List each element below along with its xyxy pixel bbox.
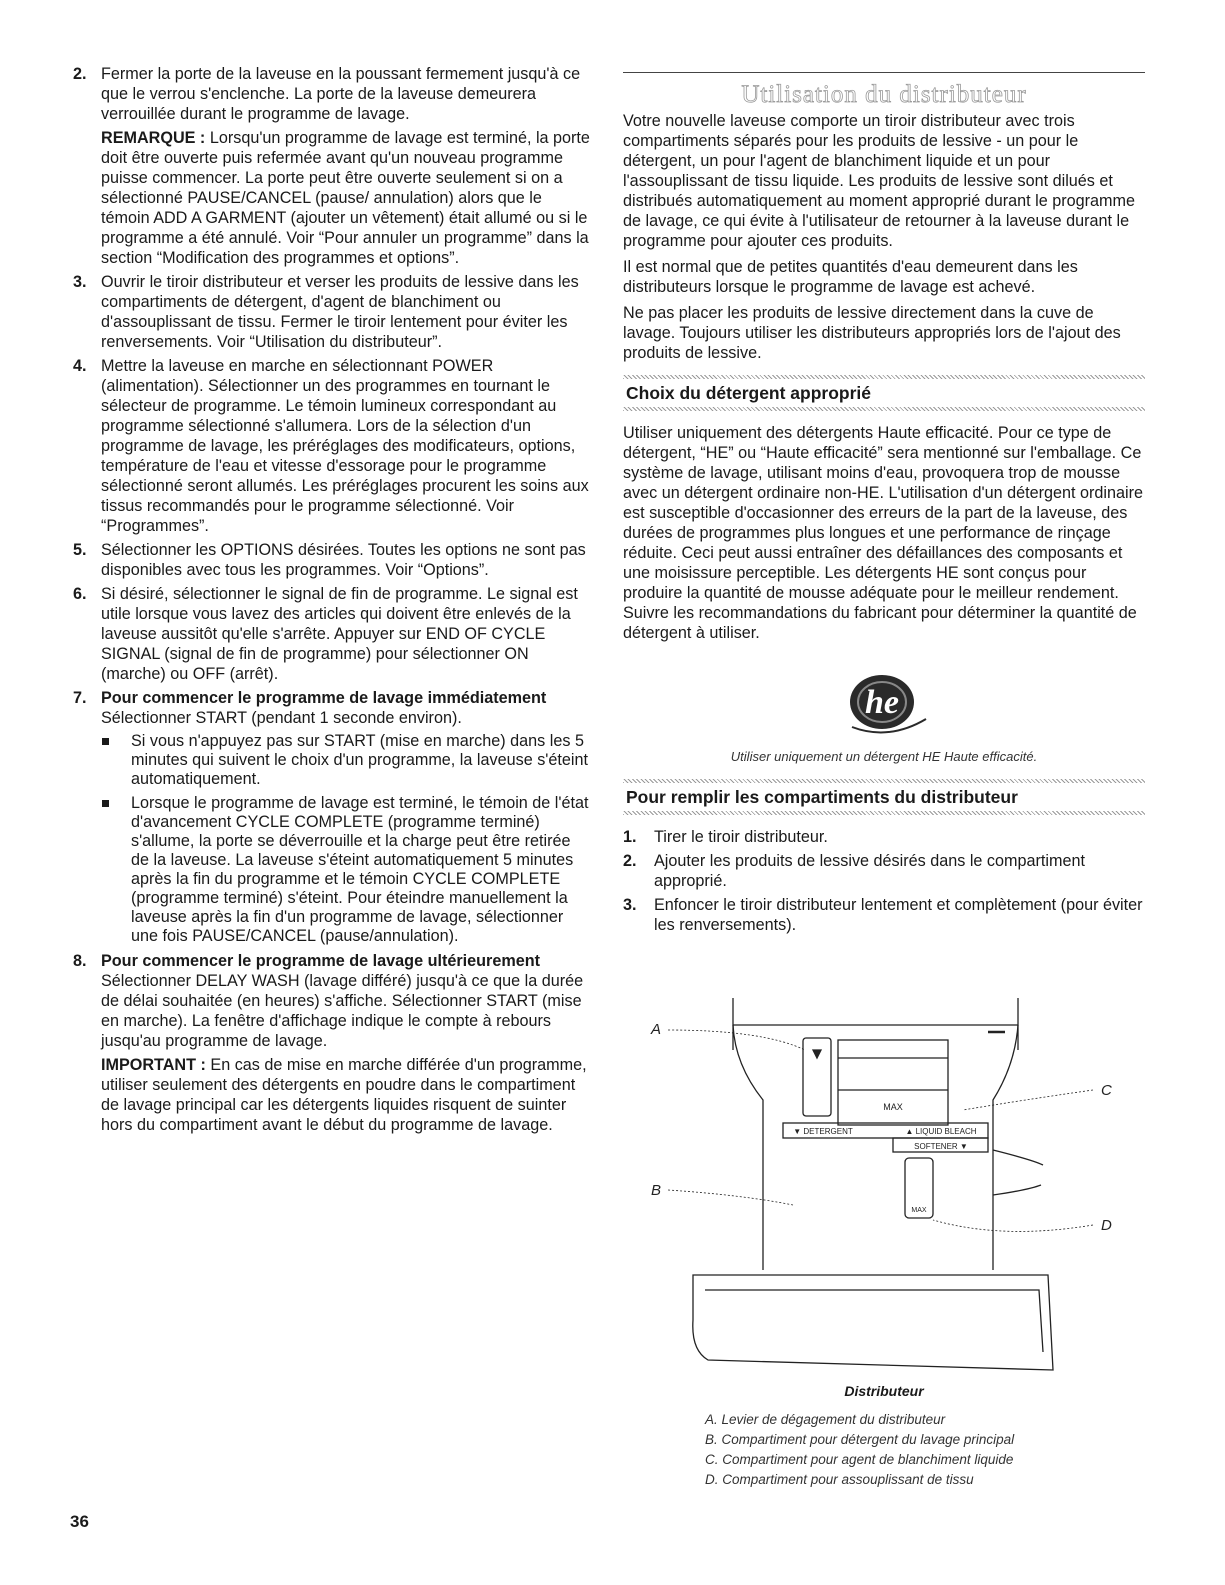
- legend-item: D. Compartiment pour assouplissant de tissu: [705, 1472, 974, 1487]
- step-text: Fermer la porte de la laveuse en la poussant fermement jusqu'à ce que le verrou s'enclenche. La porte de la laveuse demeurera verrouillée durant le programme de lavage.: [101, 65, 581, 123]
- intro-paragraph: Il est normal que de petites quantités d'eau demeurent dans les distributeurs lorsque le programme de lavage est achevé.: [623, 258, 1078, 296]
- callout-c: C: [1101, 1082, 1112, 1099]
- note-label: REMARQUE :: [101, 129, 206, 147]
- step-text: Ouvrir le tiroir distributeur et verser les produits de lessive dans les compartiments de détergent, d'agent de blanchiment ou d'assouplissant de tissu. Fermer le tiroir lentement pour éviter les renversements. Voir “Utilisation du distributeur”.: [101, 273, 579, 351]
- max-label: MAX: [883, 1102, 903, 1112]
- drawer-rail: [993, 1150, 1043, 1165]
- intro-paragraph: Votre nouvelle laveuse comporte un tiroir distributeur avec trois compartiments séparés pour les produits de lessive - un pour le détergent, un pour l'agent de blanchiment liquide et un pour l'assouplissant de tissu liquide. Les produits de lessive sont dilués et distribués automatiquement au moment approprié durant le programme de lavage, ce qui évite à l'utilisateur de retourner à la laveuse durant le programme pour ajouter ces produits.: [623, 112, 1135, 250]
- leader-line-b: [668, 1190, 793, 1205]
- note-text: Lorsqu'un programme de lavage est terminé, la porte doit être ouverte puis refermée avant qu'un nouveau programme puisse commencer. La porte peut être ouverte seulement si on a sélectionné PAUSE/CANCEL (pause/ annulation) alors que le témoin ADD A GARMENT (ajouter un vêtement) était allumé ou si le programme a été annulé. Voir “Pour annuler un programme” dans la section “Modification des programmes et options”.: [101, 129, 590, 267]
- step-text: Enfoncer le tiroir distributeur lentement et complètement (pour éviter les renversements).: [654, 896, 1143, 934]
- step-5: [70, 540, 590, 580]
- hatched-divider: [623, 779, 1145, 783]
- step-4: [70, 356, 590, 536]
- fill-steps: [623, 827, 1145, 935]
- he-logo-icon: [834, 669, 934, 739]
- step-number: 7.: [73, 689, 87, 707]
- bullet-text: Si vous n'appuyez pas sur START (mise en marche) dans les 5 minutes qui suivent le choix d'un programme, la laveuse s'éteint automatiquement.: [131, 732, 588, 788]
- step-number: 6.: [73, 585, 87, 603]
- lever-arrow-icon: [813, 1050, 821, 1058]
- softener-label: SOFTENER ▼: [914, 1142, 968, 1151]
- callout-b: B: [651, 1182, 662, 1199]
- hatched-divider: [623, 407, 1145, 411]
- hatched-divider: [623, 375, 1145, 379]
- step-number: 3.: [623, 896, 637, 914]
- leader-line-d: [933, 1220, 1093, 1231]
- figure-legend: [705, 1410, 1014, 1490]
- detergent-paragraph: Utiliser uniquement des détergents Haute efficacité. Pour ce type de détergent, “HE” ou “Haute efficacité” sera mentionné sur l'emballage. Ce système de lavage, utilisant moins d'eau, provoquera trop de mousse avec un détergent ordinaire non-HE. L'utilisation d'un détergent ordinaire est susceptible d'occasionner des erreurs de la part de la laveuse, des durées de programmes plus longues et une performance de rinçage réduite. Ceci peut aussi entraîner des défaillances des composants et une moisissure perceptible. Les détergents HE sont conçus pour produire la quantité de mousse adéquate pour le meilleur rendement. Suivre les recommandations du fabricant pour déterminer la quantité de détergent à utiliser.: [623, 424, 1144, 642]
- step-number: 5.: [73, 541, 87, 559]
- step-text: Sélectionner START (pendant 1 seconde environ).: [101, 709, 462, 727]
- step-text: Ajouter les produits de lessive désirés dans le compartiment approprié.: [654, 852, 1085, 890]
- step-note: [101, 1055, 590, 1135]
- detergent-heading: Choix du détergent approprié: [626, 383, 872, 403]
- bullet-square-icon: [102, 800, 109, 807]
- step-7: [70, 688, 590, 946]
- right-column: [623, 64, 1145, 939]
- step-number: 2.: [623, 852, 637, 870]
- step-heading: Pour commencer le programme de lavage immédiatement: [101, 689, 547, 707]
- drawer-rail: [993, 1185, 1041, 1195]
- callout-d: D: [1101, 1217, 1112, 1234]
- legend-item: B. Compartiment pour détergent du lavage principal: [705, 1432, 1015, 1447]
- step-note: [101, 128, 590, 268]
- step-text: Si désiré, sélectionner le signal de fin de programme. Le signal est utile lorsque vous lavez des articles qui doivent être enlevés de la laveuse aussitôt qu'elle s'arrête. Appuyer sur END OF CYCLE SIGNAL (signal de fin de programme) pour sélectionner ON (marche) ou OFF (arrêt).: [101, 585, 578, 683]
- step-6: [70, 584, 590, 684]
- figure-title: Distributeur: [844, 1383, 924, 1399]
- section-title: Utilisation du distributeur: [741, 81, 1027, 108]
- dispenser-diagram: [623, 990, 1145, 1390]
- intro-paragraph: Ne pas placer les produits de lessive directement dans la cuve de lavage. Toujours utiliser les distributeurs appropriés lors de l'ajout des produits de lessive.: [623, 304, 1121, 362]
- legend-item: C. Compartiment pour agent de blanchiment liquide: [705, 1452, 1014, 1467]
- bullet-item: [101, 794, 590, 946]
- step-text: Sélectionner les OPTIONS désirées. Toutes les options ne sont pas disponibles avec tous les programmes. Voir “Options”.: [101, 541, 586, 579]
- softener-max-label: MAX: [911, 1207, 927, 1214]
- callout-a: A: [651, 1021, 662, 1038]
- main-compartment: [838, 1040, 948, 1125]
- hatched-divider: [623, 811, 1145, 815]
- step-number: 4.: [73, 357, 87, 375]
- step-number: 2.: [73, 65, 87, 83]
- bullet-square-icon: [102, 738, 109, 745]
- drawer-front-inner: [705, 1290, 1043, 1352]
- note-text: En cas de mise en marche différée d'un programme, utiliser seulement des détergents en poudre dans le compartiment de lavage principal car les détergents liquides risquent de suinter hors du compartiment avant le début du programme de lavage.: [101, 1056, 587, 1134]
- bullet-item: [101, 732, 590, 789]
- step-number: 1.: [623, 828, 637, 846]
- step-number: 8.: [73, 952, 87, 970]
- step-text: Tirer le tiroir distributeur.: [654, 828, 828, 846]
- note-label: IMPORTANT :: [101, 1056, 206, 1074]
- legend-item: A. Levier de dégagement du distributeur: [705, 1412, 946, 1427]
- housing-right-wall: [993, 1025, 1018, 1270]
- step-text: Mettre la laveuse en marche en sélectionnant POWER (alimentation). Sélectionner un des programmes en tournant le sélecteur de programme. Le témoin lumineux correspondant au programme sélectionné s'allumera. Lors de la sélection d'un programme de lavage, les préréglages des modificateurs, options, température de l'eau et vitesse d'essorage pour le programme sélectionné seront allumés. Les préréglages procurent les soins aux tissus recommandés pour le programme sélectionné. Voir “Programmes”.: [101, 357, 589, 535]
- fill-step: [623, 851, 1145, 891]
- he-logo-text: he: [865, 684, 899, 721]
- bullet-list: [101, 732, 590, 946]
- drawer-front: [693, 1275, 1053, 1370]
- leader-line-c: [963, 1090, 1093, 1110]
- bullet-text: Lorsque le programme de lavage est terminé, le témoin de l'état d'avancement CYCLE COMPLETE (programme terminé) s'allume, la porte se déverrouille et la charge peut être retirée de la laveuse. La laveuse s'éteint automatiquement 5 minutes après la fin du programme et le témoin CYCLE COMPLETE (programme terminé) s'éteint. Pour éteindre manuellement la laveuse après la fin d'un programme de lavage, sélectionner une fois PAUSE/CANCEL (pause/annulation).: [131, 794, 589, 945]
- detergent-label: ▼ DETERGENT: [793, 1127, 853, 1136]
- step-text: Sélectionner DELAY WASH (lavage différé) jusqu'à ce que la durée de délai souhaitée (en heures) s'affiche. Sélectionner START (mise en marche). La fenêtre d'affichage indique le compte à rebours jusqu'au programme de lavage.: [101, 972, 584, 1050]
- left-column: [70, 64, 590, 1139]
- step-2: [70, 64, 590, 268]
- fill-step: [623, 895, 1145, 935]
- he-caption: Utiliser uniquement un détergent HE Haute efficacité.: [730, 749, 1038, 764]
- fill-heading: Pour remplir les compartiments du distributeur: [626, 787, 1018, 807]
- step-8: [70, 951, 590, 1135]
- step-heading: Pour commencer le programme de lavage ultérieurement: [101, 952, 541, 970]
- fill-step: [623, 827, 1145, 847]
- bleach-label: ▲ LIQUID BLEACH: [905, 1127, 977, 1136]
- step-number: 3.: [73, 273, 87, 291]
- page-number: 36: [70, 1512, 89, 1531]
- step-3: [70, 272, 590, 352]
- section-rule: [623, 72, 1145, 73]
- housing-left-wall: [733, 1025, 763, 1270]
